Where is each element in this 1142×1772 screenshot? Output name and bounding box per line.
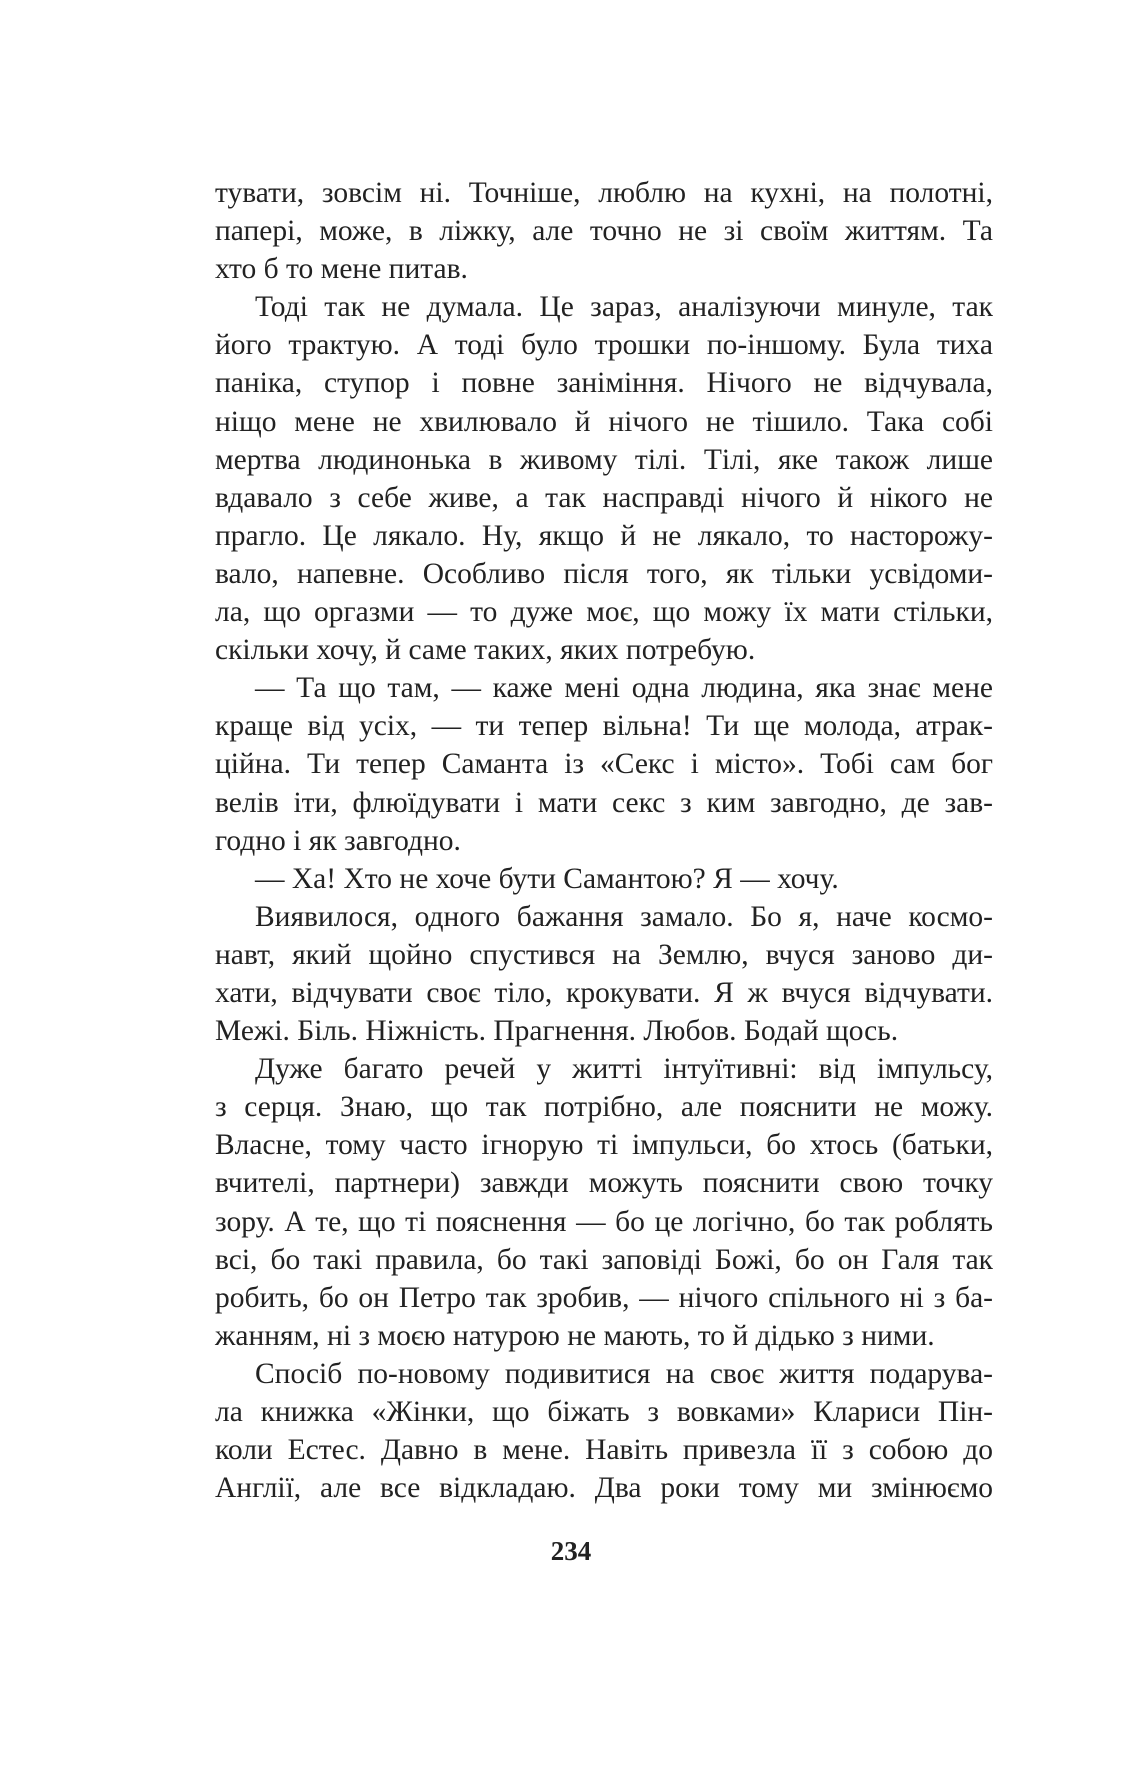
text-line: прагло. Це лякало. Ну, якщо й не лякало, то насторожу- xyxy=(215,519,993,552)
text-line: ла, що оргазми — то дуже моє, що можу їх мати стільки, xyxy=(215,596,993,629)
text-line: жанням, ні з моєю натурою не мають, то й дідько з ними. xyxy=(215,1319,935,1352)
text-line: Тоді так не думала. Це зараз, аналізуючи минуле, так xyxy=(255,291,993,324)
text-line: паніка, ступор і повне заніміння. Нічого не відчувала, xyxy=(215,367,993,400)
text-line: хати, відчувати своє тіло, крокувати. Я ж вчуся відчувати. xyxy=(215,976,993,1009)
body-text xyxy=(215,174,993,1507)
paragraph xyxy=(215,669,993,859)
text-line: — Та що там, — каже мені одна людина, яка знає мене xyxy=(255,672,993,705)
text-line: його трактую. А тоді було трошки по-іншому. Була тиха xyxy=(215,329,993,362)
text-line: ційна. Ти тепер Саманта із «Секс і місто». Тобі сам бог xyxy=(215,748,993,781)
text-line: мертва людинонька в живому тілі. Тілі, яке також лише xyxy=(215,443,993,476)
text-line: ла книжка «Жінки, що біжать з вовками» Клариси Пін- xyxy=(215,1396,993,1428)
text-line: Межі. Біль. Ніжність. Прагнення. Любов. Бодай щось. xyxy=(215,1015,899,1048)
text-line: вчителі, партнери) завжди можуть пояснити свою точку xyxy=(215,1167,993,1200)
text-line: вало, напевне. Особливо після того, як тільки усвідоми- xyxy=(215,557,993,590)
text-line: Спосіб по-новому подивитися на своє життя подарува- xyxy=(255,1357,993,1390)
text-line: краще від усіх, — ти тепер вільна! Ти ще молода, атрак- xyxy=(215,710,993,743)
text-line: вдавало з себе живе, а так насправді нічого й нікого не xyxy=(215,481,993,514)
text-line: коли Естес. Давно в мене. Навіть привезла її з собою до xyxy=(215,1434,993,1467)
text-line: тувати, зовсім ні. Точніше, люблю на кухні, на полотні, xyxy=(215,177,993,209)
text-line: Виявилося, одного бажання замало. Бо я, наче космо- xyxy=(255,900,993,933)
text-line: Англії, але все відкладаю. Два роки тому ми змінюємо xyxy=(215,1472,993,1505)
text-line: зору. А те, що ті пояснення — бо це логічно, бо так роблять xyxy=(215,1205,993,1238)
text-line: робить, бо он Петро так зробив, — нічого спільного ні з ба- xyxy=(215,1281,993,1314)
page-number: 234 xyxy=(550,1536,592,1566)
text-line: Власне, тому часто ігнорую ті імпульси, бо хтось (батьки, xyxy=(215,1129,993,1162)
text-line: скільки хочу, й саме таких, яких потребую. xyxy=(215,634,756,667)
text-line: велів іти, флюїдувати і мати секс з ким завгодно, де зав- xyxy=(215,786,993,819)
text-line: папері, може, в ліжку, але точно не зі своїм життям. Та xyxy=(215,215,993,248)
text-line: хто б то мене питав. xyxy=(215,253,468,286)
paragraph xyxy=(215,898,993,1050)
paragraph xyxy=(215,1355,993,1507)
text-line: всі, бо такі правила, бо такі заповіді Божі, бо он Галя так xyxy=(215,1243,993,1276)
text-line: ніщо мене не хвилювало й нічого не тішило. Така собі xyxy=(215,405,993,438)
text-line: з серця. Знаю, що так потрібно, але пояснити не можу. xyxy=(215,1091,993,1124)
paragraph xyxy=(215,860,993,898)
text-line: годно і як завгодно. xyxy=(215,824,461,857)
paragraph xyxy=(215,1050,993,1355)
paragraph xyxy=(215,174,993,288)
paragraph xyxy=(215,288,993,669)
text-line: навт, який щойно спустився на Землю, вчуся заново ди- xyxy=(215,938,993,971)
text-line: Дуже багато речей у житті інтуїтивні: від імпульсу, xyxy=(255,1053,993,1086)
text-line: — Ха! Хто не хоче бути Самантою? Я — хочу. xyxy=(255,862,839,895)
